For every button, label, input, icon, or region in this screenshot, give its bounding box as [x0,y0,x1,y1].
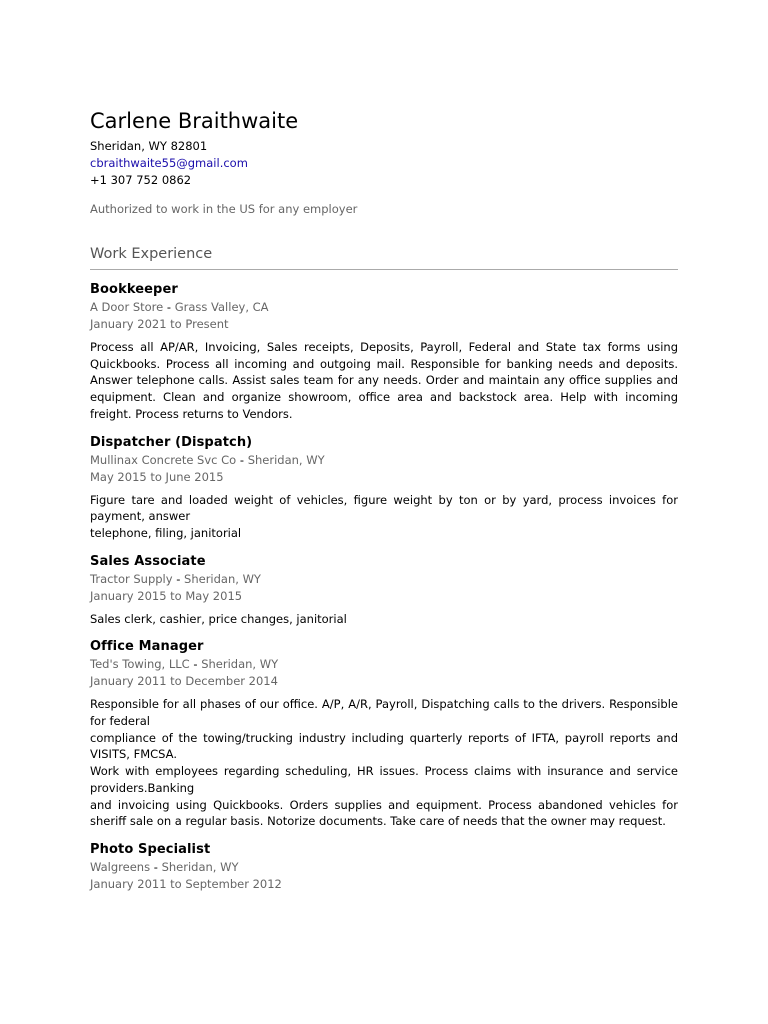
job-dates: May 2015 to June 2015 [90,469,224,484]
email-link[interactable]: cbraithwaite55@gmail.com [90,156,248,170]
separator-dash: - [176,571,181,586]
job-description [90,339,678,423]
job-list [90,280,678,893]
job-company: Walgreens [90,859,151,874]
job-location: Sheridan, WY [201,657,279,672]
job-title: Bookkeeper [90,282,178,297]
job-description [90,696,678,830]
job-description-line: telephone, filing, janitorial [90,525,242,540]
job-description-line: Figure tare and loaded weight of vehicles, figure weight by ton or by yard, process invoices for payment, answer [90,492,678,524]
job-company: A Door Store [90,300,164,314]
separator-dash: - [239,452,245,467]
job-dates: January 2011 to September 2012 [90,876,282,891]
job-location: Sheridan, WY [161,859,239,874]
separator-dash: - [193,657,198,672]
section-title-work-experience: Work Experience [90,244,678,270]
job-description-line: compliance of the towing/trucking industry including quarterly reports of IFTA, payroll reports and VISITS, FMCSA. [90,730,678,762]
job-entry [90,552,678,628]
job-dates: January 2015 to May 2015 [90,588,243,603]
job-title: Dispatcher (Dispatch) [90,434,253,450]
job-company-line [90,452,678,469]
job-description-line: Responsible for all phases of our office. A/P, A/R, Payroll, Dispatching calls to the drivers. Responsible for federal [90,697,678,729]
job-location: Sheridan, WY [247,452,325,467]
job-company-line [90,859,678,876]
job-company: Ted's Towing, LLC [90,657,190,672]
job-title: Office Manager [90,639,204,655]
job-location: Sheridan, WY [184,571,261,586]
phone-text: +1 307 752 0862 [90,173,192,187]
resume-page [90,104,678,893]
job-company-line [90,571,678,588]
job-description-line: Work with employees regarding scheduling, HR issues. Process claims with insurance and service providers.Banking [90,764,678,795]
location-text: Sheridan, WY 82801 [90,139,208,153]
separator-dash: - [153,859,158,874]
job-company: Tractor Supply [90,571,173,586]
job-description [90,492,678,542]
job-company: Mullinax Concrete Svc Co [90,452,237,467]
work-authorization: Authorized to work in the US for any employer [90,202,358,216]
job-entry [90,840,678,893]
job-title: Photo Specialist [90,841,211,857]
job-description-line: and invoicing using Quickbooks. Orders supplies and equipment. Process abandoned vehicles for sheriff sale on a regular basis. Notorize documents. Take care of needs that the owner may request. [90,797,678,829]
job-entry [90,280,678,423]
separator-dash: - [166,300,172,314]
job-company-line [90,299,678,316]
job-description [90,611,678,628]
candidate-name: Carlene Braithwaite [90,109,299,133]
job-dates: January 2021 to Present [90,317,229,331]
job-entry [90,433,678,542]
job-entry [90,637,678,830]
job-description-line: Process all AP/AR, Invoicing, Sales receipts, Deposits, Payroll, Federal and State tax forms using Quickbooks. Process all incoming and outgoing mail. Responsible for banking needs and deposits. Answer telephone calls. Assist sales team for any needs. Order and maintain any office supplies and equipment. Clean and organize showroom, office area and backstock area. Help with incoming freight. Process returns to Vendors. [90,340,678,421]
job-description-line: Sales clerk, cashier, price changes, janitorial [90,611,347,626]
job-location: Grass Valley, CA [174,300,269,314]
job-company-line [90,656,678,673]
job-dates: January 2011 to December 2014 [90,674,278,689]
job-title: Sales Associate [90,553,206,569]
